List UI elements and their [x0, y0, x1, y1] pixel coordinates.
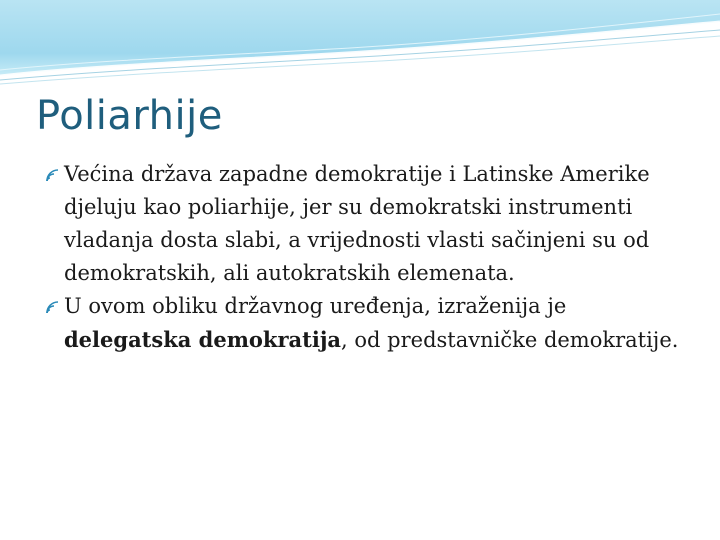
bullet-text: Većina država zapadne demokratije i Latinske Amerike djeluju kao poliarhije, jer su demokratski instrumenti vladanja dosta slabi, a vrijednosti vlasti sačinjeni su od demokratskih, ali autokratskih elemenata.: [64, 162, 650, 285]
wifi-signal-icon: [44, 167, 62, 183]
header-wave-decoration: [0, 0, 720, 90]
bullet-text-emphasis: delegatska demokratija: [64, 327, 342, 352]
bullet-list: [44, 158, 684, 357]
bullet-text-prefix: U ovom obliku državnog uređenja, izraženija je: [64, 294, 567, 318]
wifi-signal-icon: [44, 299, 62, 315]
bullet-item: [44, 290, 684, 357]
slide-title: Poliarhije: [36, 93, 223, 139]
bullet-text-suffix: , od predstavničke demokratije.: [341, 328, 679, 352]
bullet-item: [44, 158, 684, 290]
